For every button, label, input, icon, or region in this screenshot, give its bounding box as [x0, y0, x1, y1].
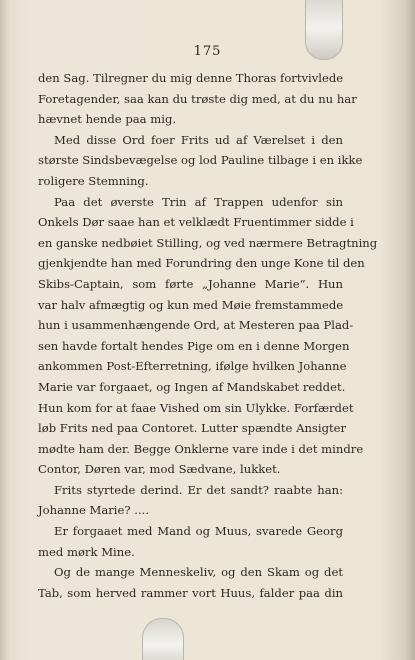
- text-line: en ganske nedbøiet Stilling, og ved nærmere Betragtning: [38, 235, 378, 250]
- text-line: Og de mange Menneskeliv, og den Skam og det: [54, 565, 343, 580]
- text-line: Paa det øverste Trin af Trappen udenfor sin: [54, 194, 343, 209]
- text-line: var halv afmægtig og kun med Møie fremstammede: [38, 297, 344, 312]
- text-line: Foretagender, saa kan du trøste dig med, at du nu har: [38, 91, 357, 106]
- text-line: Med disse Ord foer Frits ud af Værelset i den: [54, 132, 343, 147]
- text-line: gjenkjendte han med Forundring den unge Kone til den: [38, 256, 365, 271]
- text-line: Tab, som herved rammer vort Huus, falder paa din: [38, 585, 343, 600]
- text-line: Onkels Dør saae han et velklædt Fruentimmer sidde i: [38, 215, 354, 230]
- text-line: løb Frits ned paa Contoret. Lutter spændte Ansigter: [38, 421, 347, 436]
- text-line: hævnet hende paa mig.: [38, 112, 177, 127]
- text-line: ankommen Post-Efterretning, ifølge hvilken Johanne: [38, 359, 347, 374]
- text-line: Er forgaaet med Mand og Muus, svarede Georg: [54, 524, 343, 539]
- text-line: med mørk Mine.: [38, 544, 135, 559]
- text-line: Frits styrtede derind. Er det sandt? raabte han:: [54, 482, 343, 497]
- text-line: mødte ham der. Begge Onklerne vare inde i det mindre: [38, 441, 364, 456]
- text-line: sen havde fortalt hendes Pige om en i denne Morgen: [38, 338, 350, 353]
- page-clip-bottom: [142, 618, 184, 660]
- text-line: den Sag. Tilregner du mig denne Thoras fortvivlede: [38, 71, 344, 85]
- text-line: største Sindsbevægelse og lod Pauline tilbage i en ikke: [38, 153, 363, 168]
- page-number: 175: [193, 44, 222, 59]
- text-line: Johanne Marie? ....: [38, 503, 150, 518]
- text-line: Marie var forgaaet, og Ingen af Mandskabet reddet.: [38, 379, 346, 394]
- text-line: roligere Stemning.: [38, 173, 149, 188]
- body-text: [38, 68, 378, 603]
- text-line: Hun kom for at faae Vished om sin Ulykke. Forfærdet: [38, 400, 354, 415]
- text-line: hun i usammenhængende Ord, at Mesteren paa Plad-: [38, 318, 354, 333]
- text-line: Contor, Døren var, mod Sædvane, lukket.: [38, 462, 281, 477]
- text-line: Skibs-Captain, som førte „Johanne Marie“. Hun: [38, 276, 343, 291]
